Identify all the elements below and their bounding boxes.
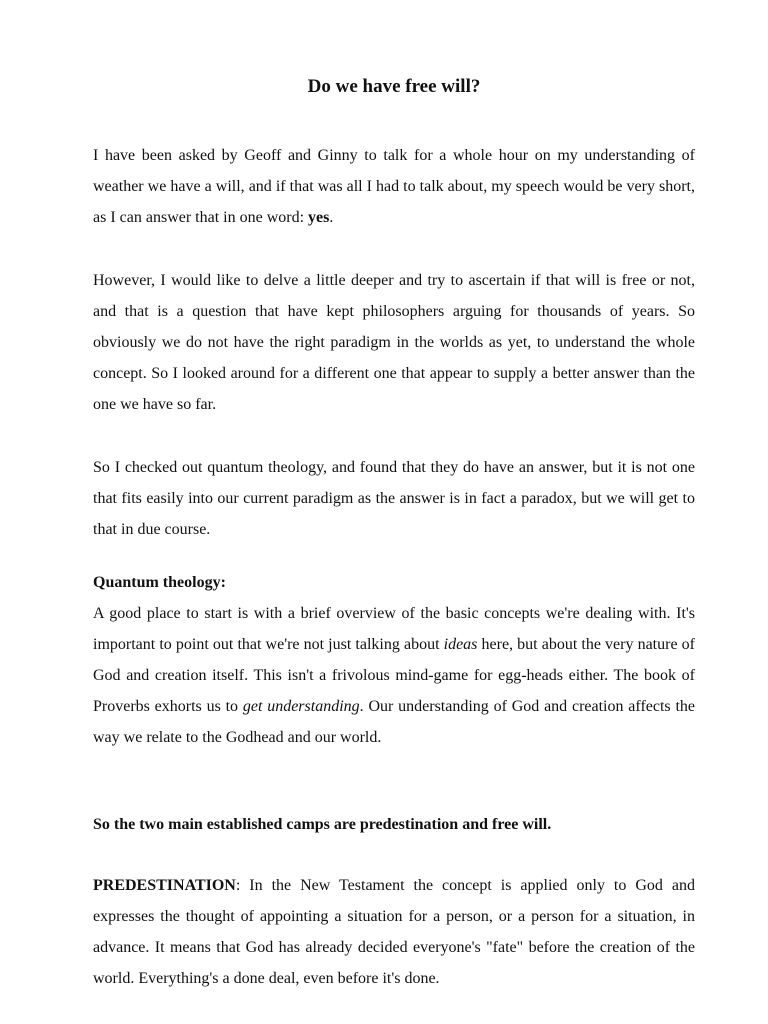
- italic-get-understanding: get understanding: [242, 698, 360, 715]
- heading-quantum-theology: Quantum theology:: [93, 574, 226, 591]
- paragraph-intro: [93, 140, 695, 233]
- italic-ideas: ideas: [443, 636, 478, 653]
- two-camps-bold-text: So the two main established camps are predestination and free will.: [93, 816, 552, 833]
- overview-part2: here, but about the very nature of God and creation itself. This isn't a frivolous mind-game for egg-heads either. The book of Proverbs exhorts us to: [93, 636, 695, 715]
- paragraph-intro-text: I have been asked by Geoff and Ginny to talk for a whole hour on my understanding of weather we have a will, and if that was all I had to talk about, my speech would be very short, as I can answer that in one word:: [93, 147, 695, 226]
- bold-answer: yes: [308, 209, 330, 226]
- predestination-term: PREDESTINATION: [93, 877, 236, 894]
- overview-part3: . Our understanding of God and creation affects the way we relate to the Godhead and our world.: [93, 698, 695, 746]
- paragraph-overview: [93, 598, 695, 753]
- paragraph-two-camps: [93, 809, 695, 840]
- paragraph-intro-end: .: [329, 209, 334, 226]
- overview-part1: A good place to start is with a brief overview of the basic concepts we're dealing with. It's important to point out that we're not just talking about: [93, 605, 695, 653]
- paragraph-delve: However, I would like to delve a little deeper and try to ascertain if that will is free or not, and that is a question that have kept philosophers arguing for thousands of years. So obviously we do not have the right paradigm in the worlds as yet, to understand the whole concept. So I looked around for a different one that appear to supply a better answer than the one we have so far.: [93, 272, 695, 413]
- paragraph-quantum-intro: So I checked out quantum theology, and found that they do have an answer, but it is not one that fits easily into our current paradigm as the answer is in fact a paradox, but we will get to that in due course.: [93, 459, 695, 538]
- document-title: Do we have free will?: [307, 76, 481, 97]
- predestination-text: : In the New Testament the concept is applied only to God and expresses the thought of appointing a situation for a person, or a person for a situation, in advance. It means that God has already decided everyone's "fate" before the creation of the world. Everything's a done deal, even before it's done.: [93, 877, 695, 987]
- paragraph-predestination: [93, 870, 695, 994]
